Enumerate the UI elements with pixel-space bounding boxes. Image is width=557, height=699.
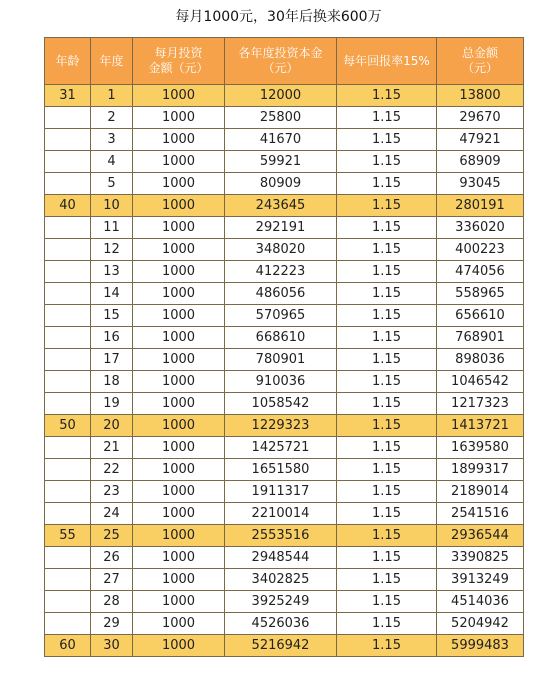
cell-total: 47921 xyxy=(437,129,524,151)
table-row xyxy=(45,129,524,151)
cell-age xyxy=(45,569,91,591)
cell-total: 3913249 xyxy=(437,569,524,591)
cell-year: 24 xyxy=(91,503,133,525)
cell-total: 898036 xyxy=(437,349,524,371)
cell-principal: 243645 xyxy=(225,195,337,217)
cell-rate: 1.15 xyxy=(337,327,437,349)
table-row xyxy=(45,437,524,459)
cell-year: 20 xyxy=(91,415,133,437)
cell-rate: 1.15 xyxy=(337,525,437,547)
cell-year: 26 xyxy=(91,547,133,569)
cell-total: 29670 xyxy=(437,107,524,129)
cell-principal: 2948544 xyxy=(225,547,337,569)
cell-total: 400223 xyxy=(437,239,524,261)
cell-age xyxy=(45,437,91,459)
cell-age xyxy=(45,327,91,349)
cell-year: 22 xyxy=(91,459,133,481)
header-rate: 每年回报率15% xyxy=(337,38,437,85)
cell-year: 12 xyxy=(91,239,133,261)
cell-rate: 1.15 xyxy=(337,195,437,217)
cell-principal: 5216942 xyxy=(225,635,337,657)
cell-monthly: 1000 xyxy=(133,107,225,129)
cell-principal: 80909 xyxy=(225,173,337,195)
cell-monthly: 1000 xyxy=(133,349,225,371)
cell-year: 18 xyxy=(91,371,133,393)
cell-age xyxy=(45,349,91,371)
cell-total: 280191 xyxy=(437,195,524,217)
cell-principal: 2210014 xyxy=(225,503,337,525)
cell-year: 29 xyxy=(91,613,133,635)
cell-total: 2541516 xyxy=(437,503,524,525)
cell-monthly: 1000 xyxy=(133,305,225,327)
cell-total: 336020 xyxy=(437,217,524,239)
cell-monthly: 1000 xyxy=(133,261,225,283)
cell-age xyxy=(45,459,91,481)
cell-monthly: 1000 xyxy=(133,525,225,547)
cell-total: 1639580 xyxy=(437,437,524,459)
cell-principal: 12000 xyxy=(225,85,337,107)
cell-rate: 1.15 xyxy=(337,569,437,591)
cell-rate: 1.15 xyxy=(337,393,437,415)
cell-total: 13800 xyxy=(437,85,524,107)
cell-principal: 910036 xyxy=(225,371,337,393)
cell-rate: 1.15 xyxy=(337,547,437,569)
cell-year: 28 xyxy=(91,591,133,613)
cell-rate: 1.15 xyxy=(337,107,437,129)
cell-age xyxy=(45,305,91,327)
cell-age xyxy=(45,547,91,569)
table-row xyxy=(45,613,524,635)
cell-age xyxy=(45,393,91,415)
table-row xyxy=(45,261,524,283)
cell-total: 1046542 xyxy=(437,371,524,393)
cell-age xyxy=(45,283,91,305)
table-row xyxy=(45,239,524,261)
cell-year: 10 xyxy=(91,195,133,217)
table-row xyxy=(45,481,524,503)
cell-principal: 1058542 xyxy=(225,393,337,415)
table-row xyxy=(45,151,524,173)
cell-year: 5 xyxy=(91,173,133,195)
header-principal: 各年度投资本金 （元） xyxy=(225,38,337,85)
cell-total: 474056 xyxy=(437,261,524,283)
cell-age: 31 xyxy=(45,85,91,107)
table-row xyxy=(45,547,524,569)
cell-monthly: 1000 xyxy=(133,459,225,481)
cell-rate: 1.15 xyxy=(337,151,437,173)
cell-total: 2936544 xyxy=(437,525,524,547)
cell-principal: 1651580 xyxy=(225,459,337,481)
table-row xyxy=(45,173,524,195)
cell-rate: 1.15 xyxy=(337,459,437,481)
cell-principal: 1911317 xyxy=(225,481,337,503)
cell-age: 50 xyxy=(45,415,91,437)
cell-age xyxy=(45,371,91,393)
cell-total: 1413721 xyxy=(437,415,524,437)
cell-rate: 1.15 xyxy=(337,591,437,613)
cell-monthly: 1000 xyxy=(133,591,225,613)
cell-monthly: 1000 xyxy=(133,129,225,151)
cell-total: 5204942 xyxy=(437,613,524,635)
cell-year: 15 xyxy=(91,305,133,327)
cell-monthly: 1000 xyxy=(133,85,225,107)
cell-age xyxy=(45,261,91,283)
cell-age xyxy=(45,173,91,195)
header-row xyxy=(45,38,524,85)
cell-rate: 1.15 xyxy=(337,129,437,151)
cell-rate: 1.15 xyxy=(337,635,437,657)
table-row xyxy=(45,459,524,481)
cell-rate: 1.15 xyxy=(337,173,437,195)
cell-principal: 348020 xyxy=(225,239,337,261)
table-row xyxy=(45,283,524,305)
cell-rate: 1.15 xyxy=(337,371,437,393)
cell-age xyxy=(45,107,91,129)
table-row xyxy=(45,503,524,525)
cell-rate: 1.15 xyxy=(337,217,437,239)
cell-monthly: 1000 xyxy=(133,327,225,349)
table-row xyxy=(45,85,524,107)
cell-principal: 25800 xyxy=(225,107,337,129)
cell-age xyxy=(45,591,91,613)
cell-total: 656610 xyxy=(437,305,524,327)
cell-age: 60 xyxy=(45,635,91,657)
cell-year: 14 xyxy=(91,283,133,305)
cell-monthly: 1000 xyxy=(133,415,225,437)
table-row xyxy=(45,371,524,393)
cell-year: 13 xyxy=(91,261,133,283)
cell-rate: 1.15 xyxy=(337,283,437,305)
cell-age xyxy=(45,481,91,503)
cell-monthly: 1000 xyxy=(133,503,225,525)
page-title: 每月1000元，30年后换来600万 xyxy=(175,9,382,25)
cell-principal: 41670 xyxy=(225,129,337,151)
table-row xyxy=(45,525,524,547)
table-row xyxy=(45,327,524,349)
cell-total: 3390825 xyxy=(437,547,524,569)
cell-age xyxy=(45,217,91,239)
cell-monthly: 1000 xyxy=(133,481,225,503)
table-row xyxy=(45,305,524,327)
cell-total: 68909 xyxy=(437,151,524,173)
cell-total: 768901 xyxy=(437,327,524,349)
cell-principal: 1425721 xyxy=(225,437,337,459)
cell-year: 1 xyxy=(91,85,133,107)
cell-rate: 1.15 xyxy=(337,85,437,107)
cell-age xyxy=(45,239,91,261)
cell-monthly: 1000 xyxy=(133,547,225,569)
cell-rate: 1.15 xyxy=(337,503,437,525)
header-monthly: 每月投资 金额（元） xyxy=(133,38,225,85)
cell-rate: 1.15 xyxy=(337,437,437,459)
table-row xyxy=(45,217,524,239)
cell-principal: 486056 xyxy=(225,283,337,305)
cell-principal: 780901 xyxy=(225,349,337,371)
table-row xyxy=(45,591,524,613)
cell-rate: 1.15 xyxy=(337,305,437,327)
cell-total: 5999483 xyxy=(437,635,524,657)
cell-monthly: 1000 xyxy=(133,437,225,459)
cell-principal: 570965 xyxy=(225,305,337,327)
cell-age xyxy=(45,613,91,635)
table-row xyxy=(45,635,524,657)
cell-monthly: 1000 xyxy=(133,635,225,657)
cell-total: 2189014 xyxy=(437,481,524,503)
cell-year: 27 xyxy=(91,569,133,591)
cell-age: 55 xyxy=(45,525,91,547)
cell-principal: 668610 xyxy=(225,327,337,349)
cell-rate: 1.15 xyxy=(337,239,437,261)
cell-monthly: 1000 xyxy=(133,283,225,305)
table-row xyxy=(45,569,524,591)
cell-year: 25 xyxy=(91,525,133,547)
header-year: 年度 xyxy=(91,38,133,85)
cell-rate: 1.15 xyxy=(337,415,437,437)
cell-monthly: 1000 xyxy=(133,569,225,591)
table-row xyxy=(45,107,524,129)
table-row xyxy=(45,393,524,415)
header-total: 总金额 （元） xyxy=(437,38,524,85)
cell-year: 23 xyxy=(91,481,133,503)
cell-total: 1217323 xyxy=(437,393,524,415)
table-row xyxy=(45,349,524,371)
cell-total: 1899317 xyxy=(437,459,524,481)
cell-principal: 412223 xyxy=(225,261,337,283)
cell-age xyxy=(45,503,91,525)
cell-total: 558965 xyxy=(437,283,524,305)
cell-monthly: 1000 xyxy=(133,151,225,173)
cell-principal: 4526036 xyxy=(225,613,337,635)
table-row xyxy=(45,195,524,217)
cell-principal: 1229323 xyxy=(225,415,337,437)
cell-age xyxy=(45,151,91,173)
cell-monthly: 1000 xyxy=(133,195,225,217)
table-row xyxy=(45,415,524,437)
cell-year: 11 xyxy=(91,217,133,239)
cell-age: 40 xyxy=(45,195,91,217)
cell-total: 4514036 xyxy=(437,591,524,613)
cell-year: 4 xyxy=(91,151,133,173)
cell-year: 19 xyxy=(91,393,133,415)
cell-principal: 2553516 xyxy=(225,525,337,547)
cell-year: 21 xyxy=(91,437,133,459)
cell-rate: 1.15 xyxy=(337,261,437,283)
cell-rate: 1.15 xyxy=(337,349,437,371)
cell-rate: 1.15 xyxy=(337,613,437,635)
cell-principal: 59921 xyxy=(225,151,337,173)
cell-age xyxy=(45,129,91,151)
cell-monthly: 1000 xyxy=(133,217,225,239)
cell-year: 2 xyxy=(91,107,133,129)
cell-monthly: 1000 xyxy=(133,239,225,261)
cell-principal: 3925249 xyxy=(225,591,337,613)
cell-rate: 1.15 xyxy=(337,481,437,503)
cell-monthly: 1000 xyxy=(133,173,225,195)
cell-total: 93045 xyxy=(437,173,524,195)
cell-principal: 3402825 xyxy=(225,569,337,591)
cell-year: 16 xyxy=(91,327,133,349)
cell-year: 30 xyxy=(91,635,133,657)
cell-monthly: 1000 xyxy=(133,371,225,393)
cell-year: 17 xyxy=(91,349,133,371)
cell-year: 3 xyxy=(91,129,133,151)
cell-monthly: 1000 xyxy=(133,393,225,415)
cell-principal: 292191 xyxy=(225,217,337,239)
header-age: 年龄 xyxy=(45,38,91,85)
cell-monthly: 1000 xyxy=(133,613,225,635)
investment-table xyxy=(44,37,524,657)
